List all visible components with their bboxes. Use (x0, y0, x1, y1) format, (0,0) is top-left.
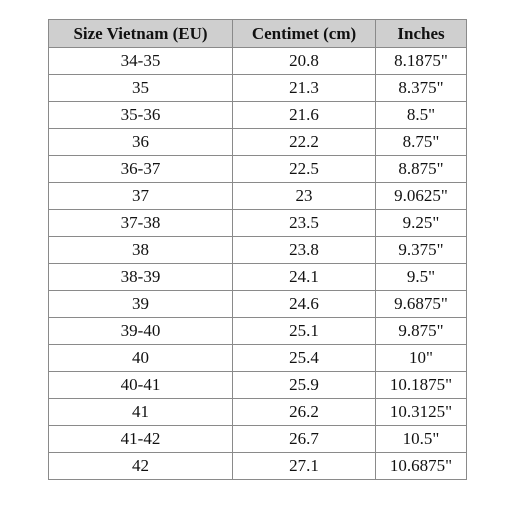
size-cell: 41 (49, 399, 233, 426)
inches-cell: 10.3125" (376, 399, 467, 426)
inches-cell: 9.875" (376, 318, 467, 345)
cm-cell: 25.9 (233, 372, 376, 399)
cm-cell: 23.8 (233, 237, 376, 264)
size-cell: 37-38 (49, 210, 233, 237)
inches-cell: 10.1875" (376, 372, 467, 399)
table-row (49, 399, 467, 426)
size-cell: 38 (49, 237, 233, 264)
cm-cell: 22.5 (233, 156, 376, 183)
cm-cell: 25.1 (233, 318, 376, 345)
cm-cell: 20.8 (233, 48, 376, 75)
header-centimet: Centimet (cm) (233, 20, 376, 48)
inches-cell: 8.375" (376, 75, 467, 102)
header-row (49, 20, 467, 48)
inches-cell: 8.1875" (376, 48, 467, 75)
table-row (49, 291, 467, 318)
inches-cell: 8.5" (376, 102, 467, 129)
inches-cell: 9.0625" (376, 183, 467, 210)
header-inches: Inches (376, 20, 467, 48)
table-row (49, 183, 467, 210)
table-row (49, 345, 467, 372)
cm-cell: 24.6 (233, 291, 376, 318)
cm-cell: 21.3 (233, 75, 376, 102)
table-row (49, 426, 467, 453)
size-cell: 35-36 (49, 102, 233, 129)
inches-cell: 9.375" (376, 237, 467, 264)
size-cell: 35 (49, 75, 233, 102)
table-row (49, 453, 467, 480)
cm-cell: 23 (233, 183, 376, 210)
header-size-vietnam-eu: Size Vietnam (EU) (49, 20, 233, 48)
table-row (49, 102, 467, 129)
inches-cell: 8.75" (376, 129, 467, 156)
table-row (49, 372, 467, 399)
table-row (49, 156, 467, 183)
cm-cell: 24.1 (233, 264, 376, 291)
inches-cell: 9.6875" (376, 291, 467, 318)
table-row (49, 264, 467, 291)
size-cell: 40-41 (49, 372, 233, 399)
size-cell: 40 (49, 345, 233, 372)
size-cell: 39 (49, 291, 233, 318)
inches-cell: 8.875" (376, 156, 467, 183)
inches-cell: 9.25" (376, 210, 467, 237)
cm-cell: 25.4 (233, 345, 376, 372)
table-row (49, 237, 467, 264)
table-row (49, 75, 467, 102)
cm-cell: 22.2 (233, 129, 376, 156)
cm-cell: 27.1 (233, 453, 376, 480)
size-cell: 39-40 (49, 318, 233, 345)
size-cell: 38-39 (49, 264, 233, 291)
inches-cell: 10.5" (376, 426, 467, 453)
size-cell: 37 (49, 183, 233, 210)
size-cell: 36 (49, 129, 233, 156)
inches-cell: 10" (376, 345, 467, 372)
cm-cell: 21.6 (233, 102, 376, 129)
size-cell: 41-42 (49, 426, 233, 453)
size-cell: 34-35 (49, 48, 233, 75)
inches-cell: 10.6875" (376, 453, 467, 480)
size-conversion-table (48, 19, 467, 480)
table-row (49, 48, 467, 75)
cm-cell: 23.5 (233, 210, 376, 237)
cm-cell: 26.7 (233, 426, 376, 453)
size-cell: 42 (49, 453, 233, 480)
table-row (49, 318, 467, 345)
cm-cell: 26.2 (233, 399, 376, 426)
table-row (49, 129, 467, 156)
size-cell: 36-37 (49, 156, 233, 183)
table-row (49, 210, 467, 237)
inches-cell: 9.5" (376, 264, 467, 291)
